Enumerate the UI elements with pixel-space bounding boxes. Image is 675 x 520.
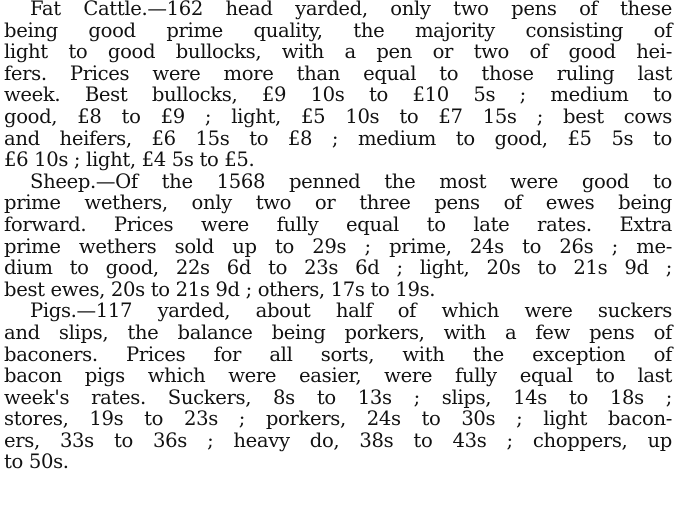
text-line: Fat Cattle.—162 head yarded, only two pens of these <box>30 0 672 20</box>
text-line: baconers. Prices for all sorts, with the exception of <box>4 342 672 366</box>
text-line: light to good bullocks, with a pen or two of good hei- <box>4 40 672 64</box>
text-line: ers, 33s to 36s ; heavy do, 38s to 43s ; choppers, up <box>4 428 672 452</box>
text-line: best ewes, 20s to 21s 9d ; others, 17s to 19s. <box>4 277 436 301</box>
market-report-article <box>4 0 672 473</box>
fat-cattle-paragraph <box>4 0 672 171</box>
text-line: dium to good, 22s 6d to 23s 6d ; light, 20s to 21s 9d ; <box>4 256 672 280</box>
text-line: being good prime quality, the majority consisting of <box>4 18 672 42</box>
text-line: to 50s. <box>4 450 69 474</box>
text-line: Sheep.—Of the 1568 penned the most were good to <box>30 169 672 193</box>
sheep-paragraph <box>4 171 672 301</box>
pigs-paragraph <box>4 300 672 473</box>
text-line: stores, 19s to 23s ; porkers, 24s to 30s ; light bacon- <box>4 407 672 431</box>
text-line: prime wethers sold up to 29s ; prime, 24s to 26s ; me- <box>4 234 672 258</box>
text-line: prime wethers, only two or three pens of ewes being <box>4 191 672 215</box>
text-line: week's rates. Suckers, 8s to 13s ; slips, 14s to 18s ; <box>4 385 672 409</box>
text-line: good, £8 to £9 ; light, £5 10s to £7 15s ; best cows <box>4 104 672 128</box>
text-line: week. Best bullocks, £9 10s to £10 5s ; medium to <box>4 83 672 107</box>
text-line: fers. Prices were more than equal to those ruling last <box>4 61 672 85</box>
text-line: Pigs.—117 yarded, about half of which were suckers <box>30 299 672 323</box>
text-line: and heifers, £6 15s to £8 ; medium to good, £5 5s to <box>4 126 672 150</box>
text-line: bacon pigs which were easier, were fully equal to last <box>4 364 672 388</box>
text-line: forward. Prices were fully equal to late rates. Extra <box>4 212 672 236</box>
text-line: and slips, the balance being porkers, with a few pens of <box>4 320 672 344</box>
text-line: £6 10s ; light, £4 5s to £5. <box>4 148 255 172</box>
